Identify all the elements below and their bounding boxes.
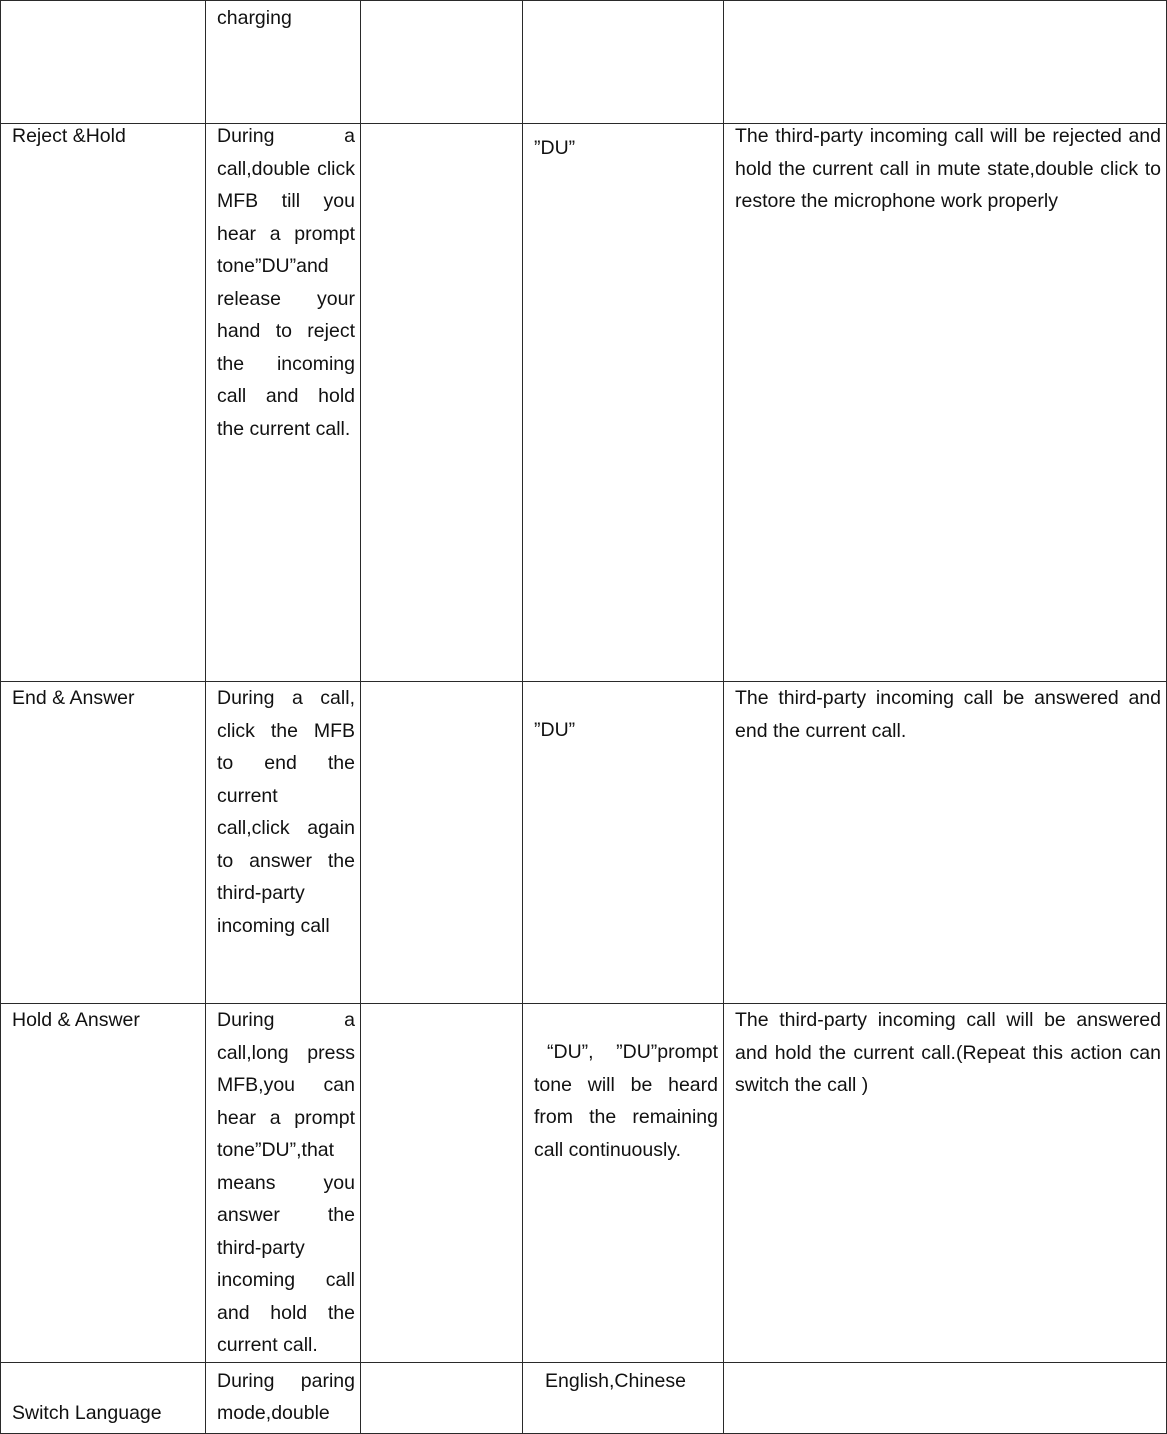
led-cell [361,1,523,124]
operation-text: During paring mode,double [217,1369,355,1424]
tone-text: “DU”, ”DU”prompt tone will be heard from the remaining call continuously. [534,1041,718,1161]
led-cell [361,124,523,682]
operation-cell [206,1362,361,1433]
table-row [1,1362,1167,1433]
function-text: Switch Language [12,1401,162,1424]
remark-cell [724,1,1167,124]
function-cell: Hold & Answer [1,1004,206,1363]
operation-cell [206,1,361,124]
tone-cell [523,1,724,124]
table-row [1,1,1167,124]
led-cell [361,1004,523,1363]
table-row [1,1004,1167,1363]
operation-cell: During a call, click the MFB to end the current call,click again to answer the third-party incoming call [206,682,361,1004]
remark-cell [724,1362,1167,1433]
function-text: Reject &Hold [12,125,126,147]
remark-cell: The third-party incoming call will be answered and hold the current call.(Repeat this action can switch the call ) [724,1004,1167,1363]
tone-cell [523,682,724,1004]
remark-cell [724,124,1167,682]
remark-cell: The third-party incoming call be answered and end the current call. [724,682,1167,1004]
operation-cell [206,124,361,682]
tone-cell [523,124,724,682]
tone-text: ”DU” [534,137,576,159]
function-cell: End & Answer [1,682,206,1004]
table-row [1,124,1167,682]
led-cell [361,682,523,1004]
function-cell [1,1362,206,1433]
remark-text: The third-party incoming call will be rejected and hold the current call in mute state,double click to restore the microphone work properly [735,125,1161,212]
table-row [1,682,1167,1004]
tone-text: ”DU” [534,719,576,741]
operation-cell: During a call,long press MFB,you can hear a prompt tone”DU”,that means you answer the third-party incoming call and hold the current call. [206,1004,361,1363]
tone-text: English,Chinese [545,1369,686,1392]
operation-text: charging [217,7,292,29]
tone-cell [523,1362,724,1433]
function-cell [1,1,206,124]
led-cell [361,1362,523,1433]
function-cell [1,124,206,682]
tone-cell [523,1004,724,1363]
operation-text: During a call,double click MFB till you hear a prompt tone”DU”and release your hand to reject the incoming call and hold the current call. [217,125,355,440]
